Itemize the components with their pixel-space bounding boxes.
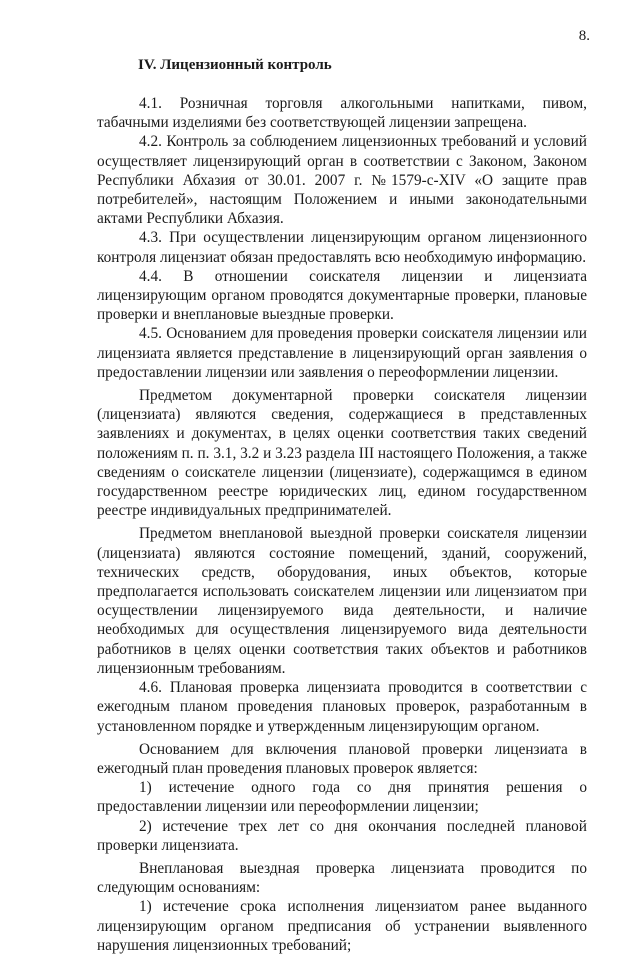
paragraph-4-3: 4.3. При осуществлении лицензирующим органом лицензионного контроля лицензиат обязан предоставлять всю необходимую информацию.	[97, 229, 587, 266]
document-body	[97, 94, 587, 955]
list-item-planned-1: 1) истечение одного года со дня принятия решения о предоставлении лицензии или переоформлении лицензии;	[97, 779, 587, 816]
paragraph-4-6: 4.6. Плановая проверка лицензиата проводится в соответствии с ежегодным планом проведения плановых проверок, разработанным в установленном порядке и утвержденным лицензирующим органом.	[97, 679, 587, 735]
paragraph-onsite-check: Предметом внеплановой выездной проверки соискателя лицензии (лицензиата) являются состояние помещений, зданий, сооружений, технических средств, оборудования, иных объектов, которые предполагается использовать соискателем лицензии или лицензиатом при осуществлении лицензируемого вида деятельности, и наличие необходимых для осуществления лицензируемого вида деятельности работников в целях оценки соответствия таких объектов и работников лицензионным требованиям.	[97, 525, 587, 677]
list-item-unplanned-1: 1) истечение срока исполнения лицензиатом ранее выданного лицензирующим органом предписания об устранении выявленного нарушения лицензионных требований;	[97, 898, 587, 954]
paragraph-planned-basis: Основанием для включения плановой проверки лицензиата в ежегодный план проведения плановых проверок является:	[97, 740, 587, 777]
paragraph-4-5: 4.5. Основанием для проведения проверки соискателя лицензии или лицензиата является представление в лицензирующий орган заявления о предоставлении лицензии или заявления о переоформлении лицензии.	[97, 325, 587, 381]
paragraph-documentary-check: Предметом документарной проверки соискателя лицензии (лицензиата) являются сведения, содержащиеся в представленных заявлениях и документах, в целях оценки соответствия таких сведений положениям п. п. 3.1, 3.2 и 3.23 раздела III настоящего Положения, а также сведениям о соискателе лицензии (лицензиате), содержащимся в едином государственном реестре юридических лиц, едином государственном реестре индивидуальных предпринимателей.	[97, 387, 587, 520]
paragraph-4-1: 4.1. Розничная торговля алкогольными напитками, пивом, табачными изделиями без соответствующей лицензии запрещена.	[97, 95, 587, 132]
paragraph-unplanned-basis: Внеплановая выездная проверка лицензиата проводится по следующим основаниям:	[97, 859, 587, 897]
paragraph-4-4: 4.4. В отношении соискателя лицензии и лицензиата лицензирующим органом проводятся документарные проверки, плановые проверки и внеплановые выездные проверки.	[97, 267, 587, 324]
list-item-planned-2: 2) истечение трех лет со дня окончания последней плановой проверки лицензиата.	[97, 817, 587, 854]
page-number: 8.	[578, 28, 590, 44]
section-heading: IV. Лицензионный контроль	[138, 57, 332, 73]
paragraph-4-2: 4.2. Контроль за соблюдением лицензионных требований и условий осуществляет лицензирующий орган в соответствии с Законом, Законом Республики Абхазия от 30.01. 2007 г. №1579-с-XIV «О защите прав потребителей», настоящим Положением и иными законодательными актами Республики Абхазия.	[97, 133, 587, 228]
